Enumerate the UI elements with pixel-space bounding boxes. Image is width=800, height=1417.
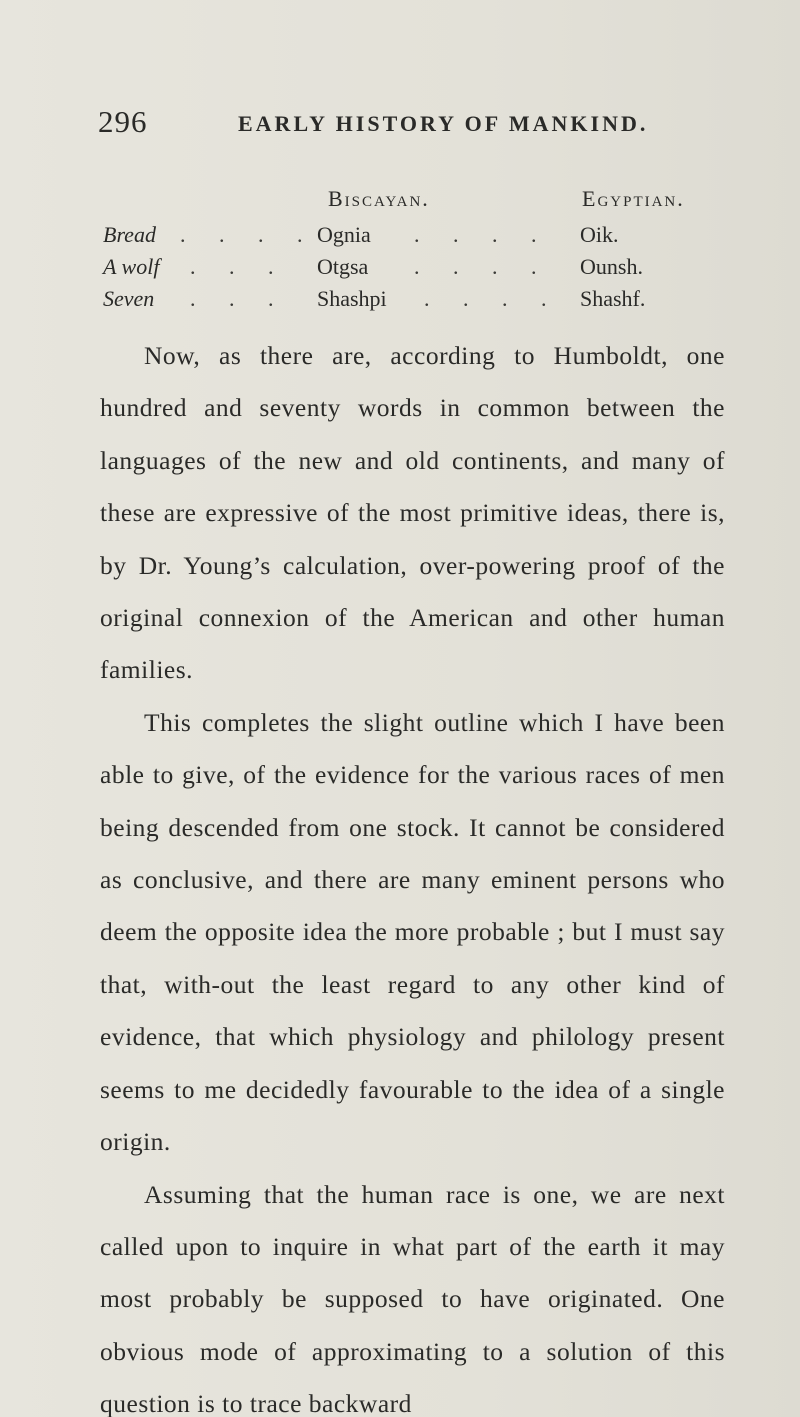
column-header-biscayan: Biscayan.: [328, 186, 430, 211]
english-word: A wolf: [103, 254, 160, 279]
running-head: [0, 104, 800, 144]
dot-leaders: . . . .: [414, 254, 551, 279]
biscayan-word: Otgsa: [317, 254, 369, 279]
column-header-egyptian: Egyptian.: [582, 186, 685, 211]
egyptian-word: Ounsh.: [580, 254, 643, 279]
biscayan-word: Ognia: [317, 222, 371, 247]
table-row: [0, 222, 800, 252]
english-word: Bread: [103, 222, 156, 247]
body-text: [100, 330, 725, 1417]
page-number: 296: [98, 104, 148, 139]
dot-leaders: . . . .: [180, 222, 317, 247]
running-title: EARLY HISTORY OF MANKIND.: [238, 111, 649, 136]
dot-leaders: . . . .: [414, 222, 551, 247]
egyptian-word: Oik.: [580, 222, 619, 247]
biscayan-word: Shashpi: [317, 286, 387, 311]
dot-leaders: . . . .: [424, 286, 561, 311]
paragraph: Assuming that the human race is one, we are next called upon to inquire in what part of the earth it may most probably be supposed to have originated. One obvious mode of approximating to a solution of this question is to trace backward: [100, 1179, 725, 1417]
dot-leaders: . . .: [190, 254, 288, 279]
english-word: Seven: [103, 286, 155, 311]
table-row: [0, 254, 800, 284]
paragraph: This completes the slight outline which I have been able to give, of the evidence for the various races of men being descended from one stock. It cannot be considered as conclusive, and there are many eminent persons who deem the opposite idea the more probable ; but I must say that, with-out the least regard to any other kind of evidence, that which physiology and philology present seems to me decidedly favourable to the idea of a single origin.: [100, 707, 725, 1157]
egyptian-word: Shashf.: [580, 286, 646, 311]
paragraph: Now, as there are, according to Humboldt, one hundred and seventy words in common between the languages of the new and old continents, and many of these are expressive of the most primitive ideas, there is, by Dr. Young’s calculation, over-powering proof of the original connexion of the American and other human families.: [100, 341, 725, 685]
table-row: [0, 286, 800, 316]
dot-leaders: . . .: [190, 286, 288, 311]
